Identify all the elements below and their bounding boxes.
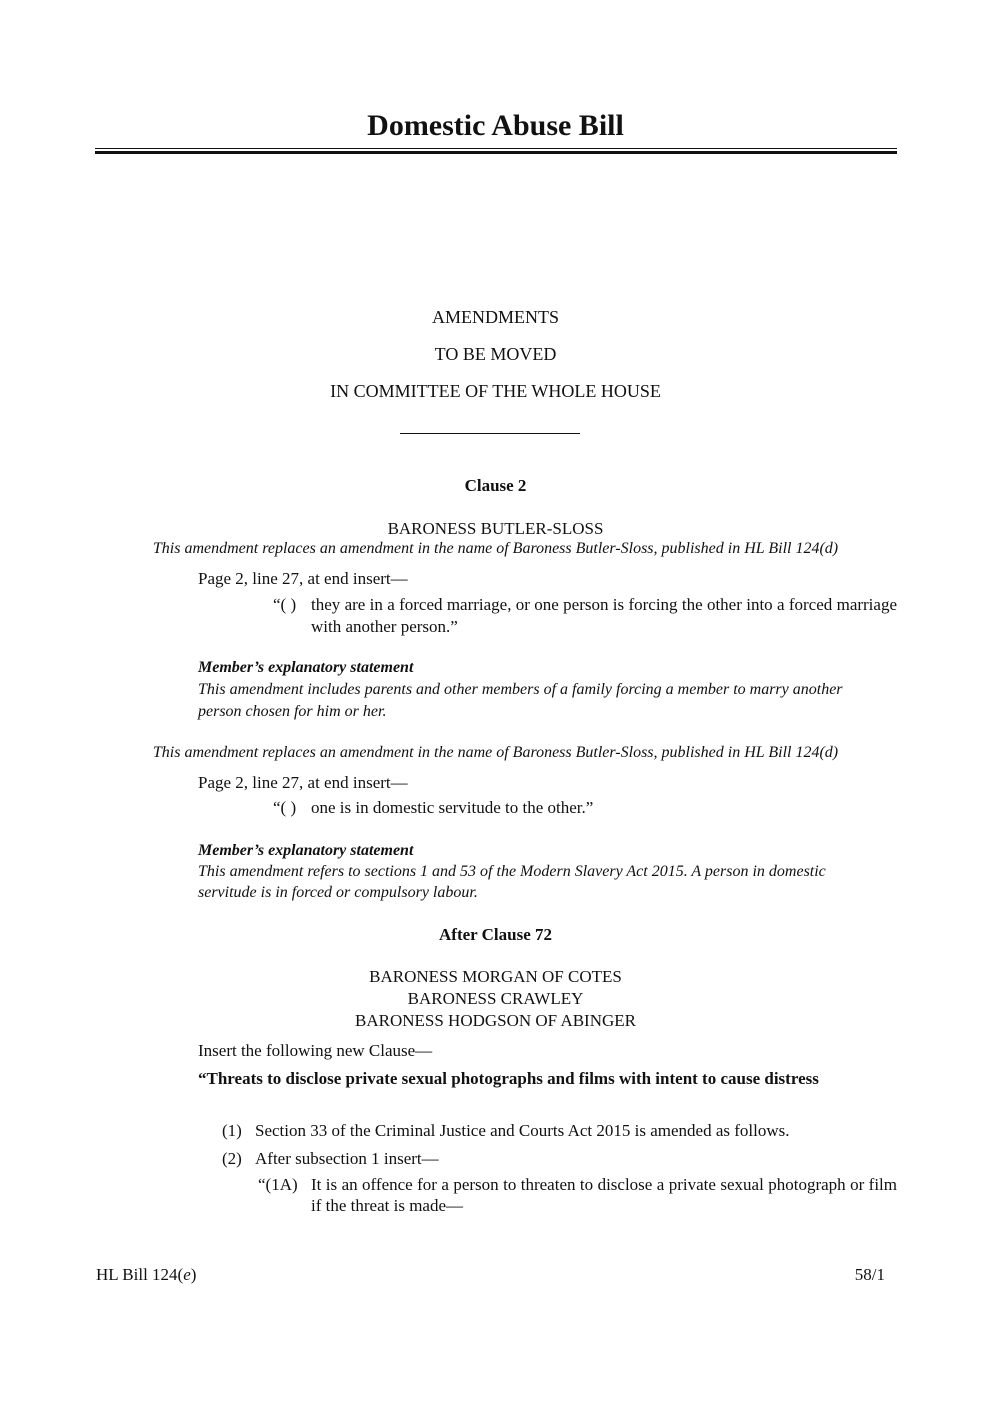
member-name: BARONESS MORGAN OF COTES	[369, 967, 622, 986]
page-number: 58/1	[854, 1265, 885, 1284]
bill-reference	[96, 1264, 196, 1286]
separator-rule	[400, 433, 580, 434]
amendment-note: This amendment replaces an amendment in the name of Baroness Butler-Sloss, published in HL Bill 124(d)	[152, 540, 839, 557]
intro-line: TO BE MOVED	[434, 344, 557, 364]
amendment-instruction: Page 2, line 27, at end insert—	[198, 569, 408, 588]
member-name: BARONESS HODGSON OF ABINGER	[354, 1011, 636, 1030]
member-name: BARONESS CRAWLEY	[407, 989, 584, 1008]
clause-heading: Clause 2	[464, 476, 527, 495]
subsection-marker: (2)	[222, 1149, 242, 1168]
intro-line: AMENDMENTS	[431, 307, 559, 327]
insert-marker: “( )	[273, 798, 297, 817]
title-rule-thin	[95, 148, 897, 149]
bill-ref-letter: e	[183, 1265, 191, 1284]
statement-text: This amendment refers to sections 1 and 53 of the Modern Slavery Act 2015. A person in domestic servitude is in forced or compulsory labour.	[198, 863, 826, 901]
member-name: BARONESS BUTLER-SLOSS	[387, 519, 604, 538]
inserted-text: It is an offence for a person to threaten to disclose a private sexual photograph or film if the threat is made—	[311, 1175, 897, 1215]
subsection-text: After subsection 1 insert—	[255, 1149, 439, 1168]
bill-ref-suffix: )	[190, 1265, 197, 1284]
insert-marker: “( )	[273, 595, 297, 614]
inserted-marker: “(1A)	[258, 1175, 298, 1194]
clause-heading: After Clause 72	[439, 925, 552, 944]
bill-ref-prefix: HL Bill 124(	[96, 1265, 184, 1284]
amendment-note: This amendment replaces an amendment in the name of Baroness Butler-Sloss, published in HL Bill 124(d)	[152, 744, 839, 761]
new-clause-title: “Threats to disclose private sexual photographs and films with intent to cause distress	[198, 1069, 819, 1088]
subsection-marker: (1)	[222, 1121, 242, 1140]
amendment-instruction: Page 2, line 27, at end insert—	[198, 773, 408, 792]
statement-text: This amendment includes parents and other members of a family forcing a member to marry another person chosen for him or her.	[198, 681, 843, 720]
statement-heading: Member’s explanatory statement	[198, 659, 414, 676]
statement-heading: Member’s explanatory statement	[198, 842, 414, 859]
document-title: Domestic Abuse Bill	[367, 109, 624, 142]
subsection-text: Section 33 of the Criminal Justice and Courts Act 2015 is amended as follows.	[255, 1121, 790, 1140]
intro-line: IN COMMITTEE OF THE WHOLE HOUSE	[330, 381, 661, 401]
title-rule-thick	[95, 151, 897, 154]
insert-text: they are in a forced marriage, or one person is forcing the other into a forced marriage with another person.”	[311, 595, 897, 636]
insert-text: one is in domestic servitude to the other.”	[311, 798, 594, 817]
amendment-instruction: Insert the following new Clause—	[198, 1041, 433, 1060]
